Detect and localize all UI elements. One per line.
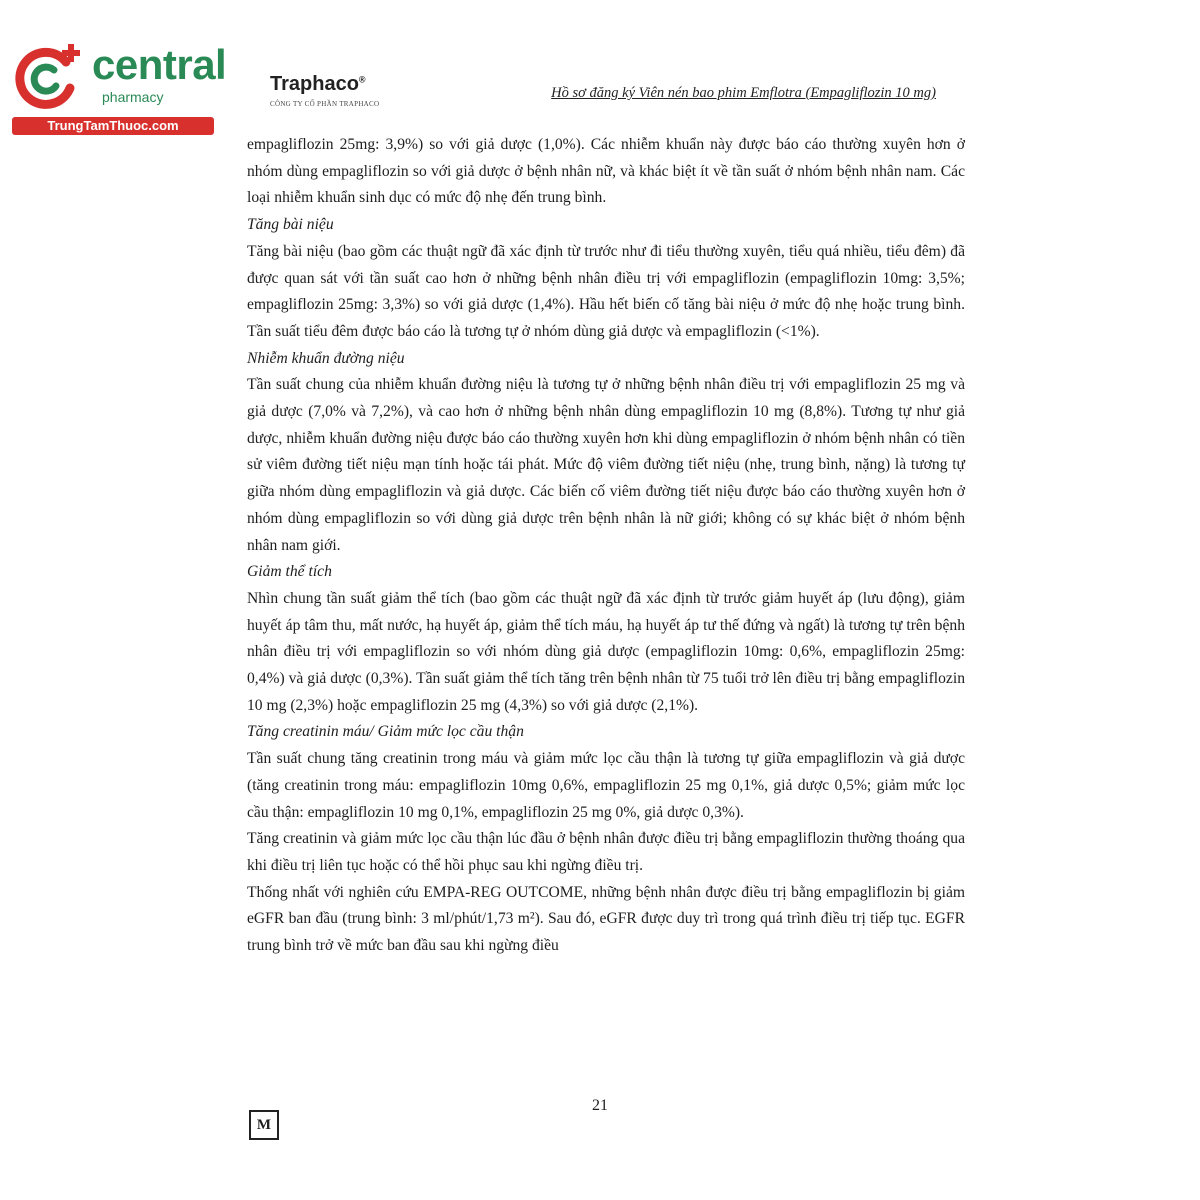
paragraph: Tăng bài niệu (bao gồm các thuật ngữ đã xác định từ trước như đi tiểu thường xuyên, tiểu quá nhiều, tiểu đêm) đã được quan sát với tần suất cao hơn ở những bệnh nhân điều trị với empagliflozin (empagliflozin 10mg: 3,5%; empagliflozin 25mg: 3,3%) so với giả dược (1,4%). Hầu hết biến cố tăng bài niệu ở mức độ nhẹ hoặc trung bình. Tần suất tiểu đêm được báo cáo là tương tự ở nhóm dùng giả dược và empagliflozin (<1%). xyxy=(247,242,965,340)
central-pharmacy-logo-icon xyxy=(10,40,90,110)
section-heading: Tăng creatinin máu/ Giảm mức lọc cầu thận xyxy=(247,723,524,741)
paragraph: Tăng creatinin và giảm mức lọc cầu thận lúc đầu ở bệnh nhân được điều trị bằng empagliflozin thường thoáng qua khi điều trị liên tục hoặc có thể hồi phục sau khi ngừng điều trị. xyxy=(247,830,965,874)
document-body xyxy=(247,132,965,960)
brand-website: TrungTamThuoc.com xyxy=(12,117,214,135)
paragraph: Tần suất chung của nhiễm khuẩn đường niệu là tương tự ở những bệnh nhân điều trị với empagliflozin 25 mg và giả dược (7,0% và 7,2%), và cao hơn ở những bệnh nhân dùng empagliflozin 10 mg (8,8%). Tương tự như giả dược, nhiễm khuẩn đường niệu được báo cáo thường xuyên hơn khi dùng empagliflozin ở nhóm bệnh nhân có tiền sử viêm đường tiết niệu mạn tính hoặc tái phát. Mức độ viêm đường tiết niệu (nhẹ, trung bình, nặng) là tương tự giữa nhóm dùng empagliflozin và giả dược. Các biến cố viêm đường tiết niệu được báo cáo thường xuyên hơn ở nhóm dùng empagliflozin so với dùng giả dược trên bệnh nhân là nữ giới; không có sự khác biệt ở nhóm bệnh nhân nam giới. xyxy=(247,376,965,554)
company-subtitle: CÔNG TY CỔ PHẦN TRAPHACO xyxy=(270,100,380,108)
registered-mark: ® xyxy=(358,74,366,85)
company-name: Traphaco® xyxy=(270,73,366,95)
m-stamp-box: M xyxy=(249,1110,279,1140)
brand-logo xyxy=(10,40,227,135)
paragraph: Thống nhất với nghiên cứu EMPA-REG OUTCOME, những bệnh nhân được điều trị bằng empagliflozin bị giảm eGFR ban đầu (trung bình: 3 ml/phút/1,73 m²). Sau đó, eGFR được duy trì trong quá trình điều trị tiếp tục. EGFR trung bình trở về mức ban đầu sau khi ngừng điều xyxy=(247,883,965,955)
brand-name: central xyxy=(92,41,227,88)
page-number: 21 xyxy=(592,1097,608,1114)
paragraph: Tần suất chung tăng creatinin trong máu và giảm mức lọc cầu thận là tương tự giữa empagliflozin và giả dược (tăng creatinin trong máu: empagliflozin 10mg 0,6%, empagliflozin 25 mg 0,1%, giả dược 0,5%; giảm mức lọc cầu thận: empagliflozin 10 mg 0,1%, empagliflozin 25 mg 0%, giả dược 0,3%). xyxy=(247,750,965,821)
company-logo xyxy=(270,74,379,108)
section-heading: Tăng bài niệu xyxy=(247,216,334,234)
section-heading: Giảm thể tích xyxy=(247,563,332,581)
section-heading: Nhiễm khuẩn đường niệu xyxy=(247,349,405,367)
paragraph: Nhìn chung tần suất giảm thể tích (bao gồm các thuật ngữ đã xác định từ trước giảm huyết áp (lưu động), giảm huyết áp tâm thu, mất nước, hạ huyết áp, giảm thể tích máu, hạ huyết áp tư thế đứng và ngất) là tương tự trên bệnh nhân điều trị với empagliflozin so với nhóm dùng giả dược (empagliflozin 10mg: 0,6%, empagliflozin 25mg: 0,4%) và giả dược (0,3%). Tần suất giảm thể tích tăng trên bệnh nhân từ 75 tuổi trở lên điều trị bằng empagliflozin 10 mg (2,3%) hoặc empagliflozin 25 mg (4,3%) so với giả dược (2,1%). xyxy=(247,589,965,714)
brand-subtitle: pharmacy xyxy=(102,89,164,105)
document-title: Hồ sơ đăng ký Viên nén bao phim Emflotra (Empagliflozin 10 mg) xyxy=(551,85,936,101)
paragraph: empagliflozin 25mg: 3,9%) so với giả dược (1,0%). Các nhiễm khuẩn này được báo cáo thường xuyên hơn ở nhóm dùng empagliflozin so với giả dược ở bệnh nhân nữ, và khác biệt ít về tần suất ở nhóm bệnh nhân nam. Các loại nhiễm khuẩn sinh dục có mức độ nhẹ đến trung bình. xyxy=(247,136,965,207)
